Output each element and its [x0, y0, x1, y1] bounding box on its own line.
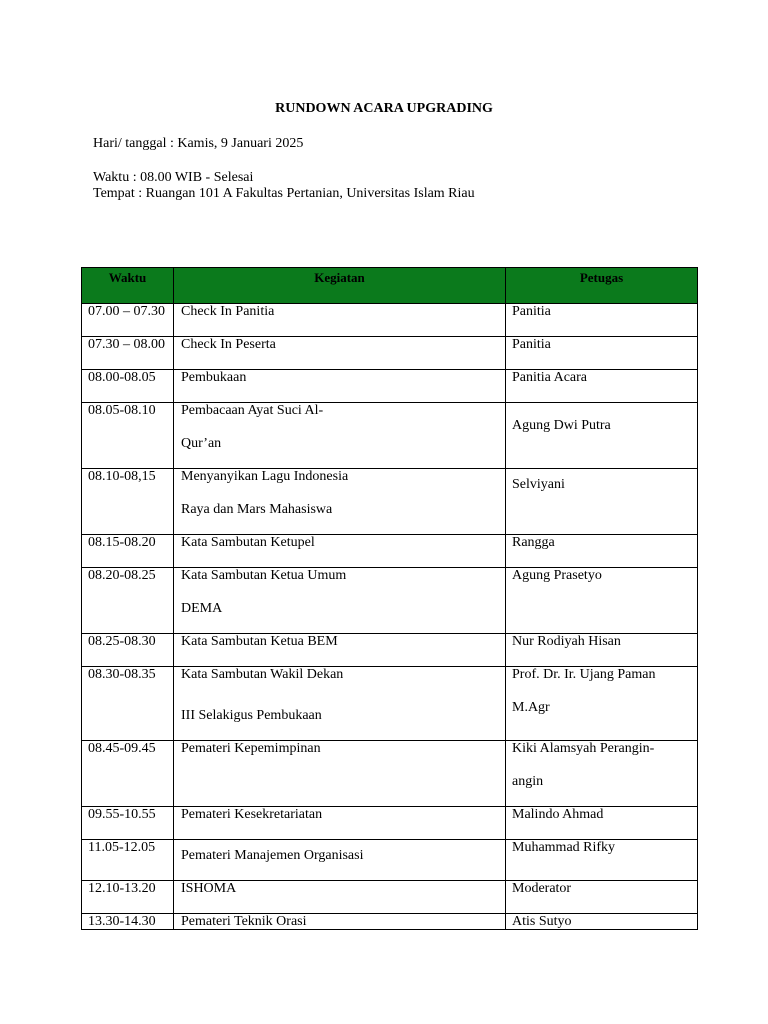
table-header-row: [82, 268, 698, 304]
officer-text: Agung Prasetyo: [512, 568, 602, 583]
cell-petugas: [506, 881, 698, 914]
header-petugas: Petugas: [506, 268, 698, 304]
time-text: 09.55-10.55: [88, 807, 156, 822]
cell-waktu: [82, 741, 174, 807]
time-text: 08.00-08.05: [88, 370, 156, 385]
table-row: [82, 304, 698, 337]
cell-petugas: [506, 337, 698, 370]
table-row: [82, 568, 698, 634]
cell-waktu: [82, 667, 174, 741]
cell-kegiatan: [174, 304, 506, 337]
table-row: [82, 840, 698, 881]
officer-text: Moderator: [512, 881, 572, 896]
header-kegiatan: Kegiatan: [174, 268, 506, 304]
table-row: [82, 469, 698, 535]
activity-text: Pembacaan Ayat Suci Al-: [181, 403, 324, 418]
cell-petugas: [506, 469, 698, 535]
officer-text: Rangga: [512, 535, 555, 550]
time-text: 08.30-08.35: [88, 667, 156, 682]
cell-kegiatan: [174, 741, 506, 807]
time-text: 08.10-08,15: [88, 469, 156, 484]
activity-text: Pembukaan: [181, 370, 247, 385]
officer-text: Prof. Dr. Ir. Ujang Paman: [512, 667, 656, 682]
activity-text: Qur’an: [181, 436, 222, 451]
cell-waktu: [82, 634, 174, 667]
table-row: [82, 535, 698, 568]
officer-text: angin: [512, 774, 544, 789]
officer-text: Selviyani: [512, 477, 565, 492]
activity-text: Pemateri Kepemimpinan: [181, 741, 321, 756]
activity-text: Check In Peserta: [181, 337, 276, 352]
officer-text: Nur Rodiyah Hisan: [512, 634, 621, 649]
table-row: [82, 634, 698, 667]
venue-line: Tempat : Ruangan 101 A Fakultas Pertanian, Universitas Islam Riau: [93, 186, 475, 201]
officer-text: Atis Sutyo: [512, 914, 572, 929]
activity-text: Kata Sambutan Ketua Umum: [181, 568, 347, 583]
time-text: 11.05-12.05: [88, 840, 156, 855]
cell-petugas: [506, 568, 698, 634]
activity-text: Check In Panitia: [181, 304, 275, 319]
activity-text: Raya dan Mars Mahasiswa: [181, 502, 333, 517]
time-text: 07.00 – 07.30: [88, 304, 165, 319]
date-line: Hari/ tanggal : Kamis, 9 Januari 2025: [93, 136, 304, 151]
cell-petugas: [506, 403, 698, 469]
cell-waktu: [82, 807, 174, 840]
cell-kegiatan: [174, 403, 506, 469]
rundown-table: [81, 267, 698, 930]
officer-text: Panitia: [512, 337, 551, 352]
time-text: 08.15-08.20: [88, 535, 156, 550]
table-row: [82, 881, 698, 914]
cell-kegiatan: [174, 634, 506, 667]
officer-text: Panitia Acara: [512, 370, 588, 385]
activity-text: Menyanyikan Lagu Indonesia: [181, 469, 349, 484]
cell-kegiatan: [174, 667, 506, 741]
cell-waktu: [82, 370, 174, 403]
cell-petugas: [506, 667, 698, 741]
document-title: RUNDOWN ACARA UPGRADING: [275, 101, 493, 116]
activity-text: Pemateri Manajemen Organisasi: [181, 848, 364, 863]
officer-text: Agung Dwi Putra: [512, 418, 611, 433]
officer-text: Panitia: [512, 304, 551, 319]
cell-waktu: [82, 304, 174, 337]
cell-waktu: [82, 337, 174, 370]
table-row: [82, 914, 698, 930]
cell-kegiatan: [174, 840, 506, 881]
time-text: 08.25-08.30: [88, 634, 156, 649]
time-line: Waktu : 08.00 WIB - Selesai: [93, 170, 254, 185]
table-row: [82, 667, 698, 741]
cell-petugas: [506, 370, 698, 403]
time-text: 13.30-14.30: [88, 914, 156, 929]
cell-kegiatan: [174, 881, 506, 914]
activity-text: ISHOMA: [181, 881, 237, 896]
cell-waktu: [82, 881, 174, 914]
cell-kegiatan: [174, 370, 506, 403]
cell-petugas: [506, 304, 698, 337]
cell-waktu: [82, 840, 174, 881]
table-row: [82, 403, 698, 469]
table-row: [82, 741, 698, 807]
activity-text: Kata Sambutan Ketua BEM: [181, 634, 338, 649]
cell-waktu: [82, 568, 174, 634]
cell-kegiatan: [174, 337, 506, 370]
cell-kegiatan: [174, 914, 506, 930]
cell-petugas: [506, 807, 698, 840]
cell-kegiatan: [174, 807, 506, 840]
cell-petugas: [506, 840, 698, 881]
officer-text: Malindo Ahmad: [512, 807, 604, 822]
officer-text: M.Agr: [512, 700, 550, 715]
cell-kegiatan: [174, 469, 506, 535]
activity-text: Pemateri Kesekretariatan: [181, 807, 323, 822]
officer-text: Muhammad Rifky: [512, 840, 616, 855]
activity-text: III Selakigus Pembukaan: [181, 708, 322, 723]
time-text: 07.30 – 08.00: [88, 337, 165, 352]
time-text: 08.05-08.10: [88, 403, 156, 418]
time-text: 08.45-09.45: [88, 741, 156, 756]
time-text: 12.10-13.20: [88, 881, 156, 896]
cell-waktu: [82, 914, 174, 930]
cell-petugas: [506, 741, 698, 807]
cell-waktu: [82, 469, 174, 535]
table-row: [82, 337, 698, 370]
cell-petugas: [506, 535, 698, 568]
activity-text: Pemateri Teknik Orasi: [181, 914, 307, 929]
cell-kegiatan: [174, 568, 506, 634]
table-row: [82, 807, 698, 840]
header-waktu: Waktu: [82, 268, 174, 304]
cell-kegiatan: [174, 535, 506, 568]
cell-petugas: [506, 914, 698, 930]
activity-text: DEMA: [181, 601, 223, 616]
cell-petugas: [506, 634, 698, 667]
table-row: [82, 370, 698, 403]
activity-text: Kata Sambutan Ketupel: [181, 535, 315, 550]
activity-text: Kata Sambutan Wakil Dekan: [181, 667, 344, 682]
cell-waktu: [82, 535, 174, 568]
officer-text: Kiki Alamsyah Perangin-: [512, 741, 655, 756]
time-text: 08.20-08.25: [88, 568, 156, 583]
cell-waktu: [82, 403, 174, 469]
